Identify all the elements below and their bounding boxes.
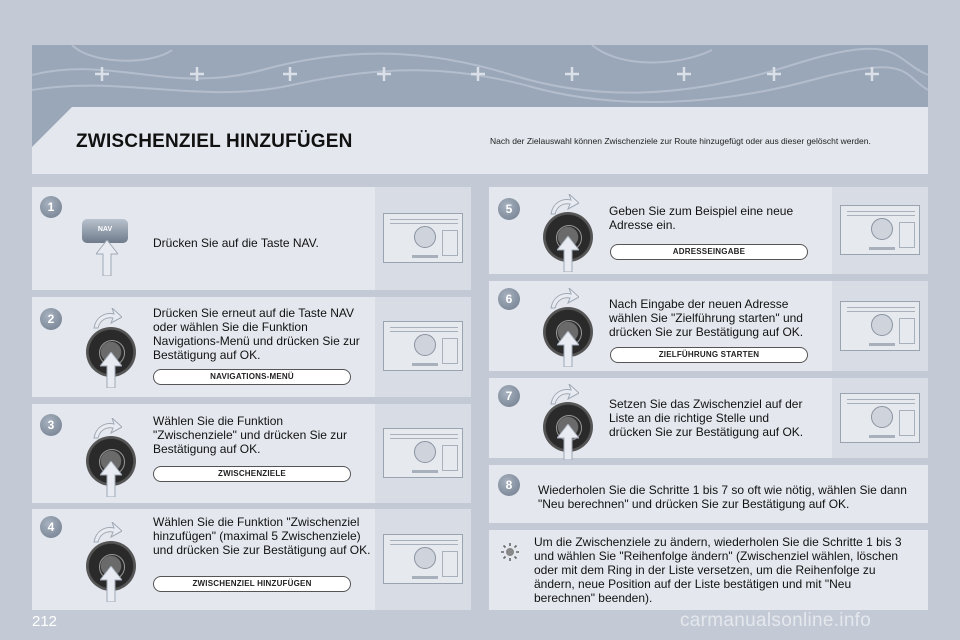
radio-image-area <box>832 378 928 458</box>
radio-unit-image <box>383 321 463 371</box>
page-number: 212 <box>32 613 58 630</box>
press-arrow-icon <box>100 352 122 388</box>
step-5-text: Geben Sie zum Beispiel eine neue Adresse ein. <box>609 204 794 232</box>
step-7-text: Setzen Sie das Zwischenziel auf der Liste an die richtige Stelle und drücken Sie zur Bestätigung auf OK. <box>609 397 804 439</box>
step-number-badge: 3 <box>40 414 62 436</box>
step-number-badge: 8 <box>498 474 520 496</box>
press-arrow-icon <box>100 566 122 602</box>
step-3-text: Wählen Sie die Funktion "Zwischenziele" und drücken Sie zur Bestätigung auf OK. <box>153 414 347 456</box>
nav-key-label: NAV <box>97 226 113 233</box>
page-title: ZWISCHENZIEL HINZUFÜGEN <box>76 131 353 152</box>
press-arrow-icon <box>96 240 118 276</box>
radio-unit-image <box>383 213 463 263</box>
radio-unit-image <box>383 428 463 478</box>
step-6-text: Nach Eingabe der neuen Adresse wählen Sie "Zielführung starten" und drücken Sie zur Bestätigung auf OK. <box>609 297 804 339</box>
step-number-badge: 6 <box>498 288 520 310</box>
radio-image-area <box>375 509 471 610</box>
radio-unit-image <box>840 393 920 443</box>
lightbulb-icon <box>500 542 520 562</box>
step-1-text: Drücken Sie auf die Taste NAV. <box>153 236 319 250</box>
step-2-text: Drücken Sie erneut auf die Taste NAV oder wählen Sie die Funktion Navigations-Menü und drücken Sie zur Bestätigung auf OK. <box>153 306 360 362</box>
radio-image-area <box>375 404 471 503</box>
radio-unit-image <box>383 534 463 584</box>
menu-option-button[interactable]: NAVIGATIONS-MENÜ <box>153 369 351 385</box>
tip-text: Um die Zwischenziele zu ändern, wiederholen Sie die Schritte 1 bis 3 und wählen Sie "Reihenfolge ändern" (Zwischenziel wählen, löschen oder mit dem Ring in der Liste versetzen, um die Reihenfolge zu ändern, neue Position auf der Liste bestätigen und mit "Neu berechnen" beenden). <box>534 535 902 605</box>
menu-option-button[interactable]: ADRESSEINGABE <box>610 244 808 260</box>
radio-image-area <box>375 187 471 290</box>
watermark: carmanualsonline.info <box>680 610 872 631</box>
menu-option-button[interactable]: ZWISCHENZIELE <box>153 466 351 482</box>
menu-option-button[interactable]: ZWISCHENZIEL HINZUFÜGEN <box>153 576 351 592</box>
press-arrow-icon <box>557 424 579 460</box>
press-arrow-icon <box>557 236 579 272</box>
radio-image-area <box>832 187 928 274</box>
step-8-text: Wiederholen Sie die Schritte 1 bis 7 so oft wie nötig, wählen Sie dann "Neu berechnen" und drücken Sie zur Bestätigung auf OK. <box>538 483 907 511</box>
header-corner <box>32 107 72 147</box>
press-arrow-icon <box>100 461 122 497</box>
menu-option-button[interactable]: ZIELFÜHRUNG STARTEN <box>610 347 808 363</box>
step-number-badge: 2 <box>40 308 62 330</box>
step-number-badge: 1 <box>40 196 62 218</box>
radio-unit-image <box>840 301 920 351</box>
press-arrow-icon <box>557 331 579 367</box>
radio-image-area <box>375 297 471 397</box>
radio-image-area <box>832 281 928 371</box>
step-4-text: Wählen Sie die Funktion "Zwischenziel hinzufügen" (maximal 5 Zwischenziele) und drücken Sie zur Bestätigung auf OK. <box>153 515 371 557</box>
step-number-badge: 5 <box>498 198 520 220</box>
step-number-badge: 7 <box>498 385 520 407</box>
radio-unit-image <box>840 205 920 255</box>
step-number-badge: 4 <box>40 516 62 538</box>
intro-text: Nach der Zielauswahl können Zwischenziele zur Route hinzugefügt oder aus dieser gelöscht werden. <box>490 136 871 146</box>
header-map-graphic <box>32 45 928 107</box>
